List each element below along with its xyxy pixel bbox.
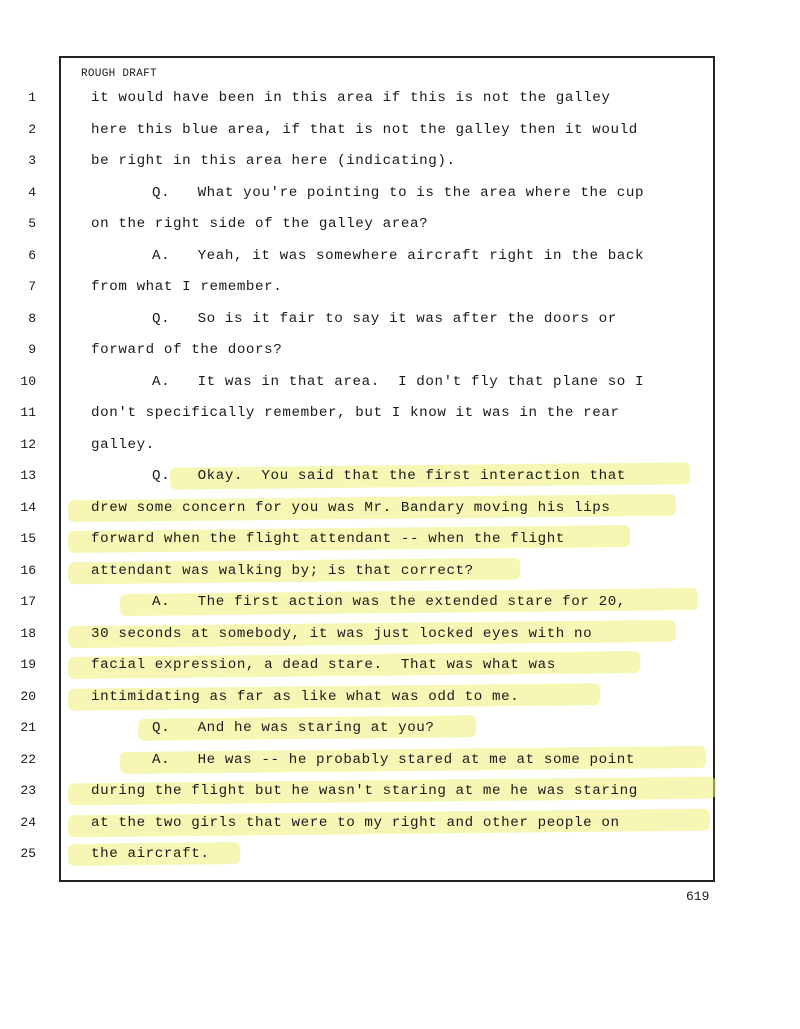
line-number: 3 [28,153,36,168]
transcript-line: on the right side of the galley area? [91,216,429,232]
line-number: 15 [20,531,36,546]
line-number: 2 [28,121,36,137]
transcript-line: it would have been in this area if this is not the galley [91,90,611,106]
transcript-line: be right in this area here (indicating). [91,153,456,169]
line-number: 23 [20,783,36,798]
transcript-line: during the flight but he wasn't staring at me he was staring [91,783,638,799]
transcript-line: 30 seconds at somebody, it was just locked eyes with no [91,625,593,642]
line-number: 24 [20,814,36,830]
transcript-line: A. The first action was the extended stare for 20, [152,594,626,610]
transcript-line: galley. [91,436,155,453]
transcript-line: intimidating as far as like what was odd to me. [91,688,520,705]
transcript-line: Q. What you're pointing to is the area where the cup [152,184,645,201]
transcript-line: here this blue area, if that is not the galley then it would [91,121,638,138]
line-number: 11 [20,405,36,420]
transcript-line: Q. And he was staring at you? [152,720,435,736]
line-number: 1 [28,90,36,105]
transcript-line: at the two girls that were to my right and other people on [91,814,620,831]
line-number: 14 [20,499,36,515]
transcript-line: forward of the doors? [91,342,283,358]
line-number: 6 [28,247,36,263]
line-number: 22 [20,751,36,767]
transcript-line: facial expression, a dead stare. That was what was [91,657,556,673]
line-number: 13 [20,468,36,483]
transcript-line: Q. So is it fair to say it was after the doors or [152,310,617,327]
page-number: 619 [686,889,710,904]
line-number: 18 [20,625,36,641]
transcript-line: A. He was -- he probably stared at me at some point [152,751,636,768]
transcript-line: from what I remember. [91,279,283,295]
line-number: 9 [28,342,36,357]
line-number: 4 [28,184,36,200]
transcript-line: forward when the flight attendant -- when the flight [91,531,565,547]
line-number: 17 [20,594,36,609]
line-number: 19 [20,657,36,672]
line-number: 16 [20,562,36,578]
line-number: 5 [28,216,36,231]
line-number: 20 [20,688,36,704]
transcript-line: the aircraft. [91,846,210,862]
line-number: 7 [28,279,36,294]
transcript-line: drew some concern for you was Mr. Bandary moving his lips [91,499,611,516]
transcript-line: A. Yeah, it was somewhere aircraft right in the back [152,247,645,264]
line-number: 10 [20,373,36,389]
line-number: 21 [20,720,36,735]
line-number: 25 [20,846,36,861]
transcript-line: Q. Okay. You said that the first interaction that [152,468,626,484]
transcript-line: don't specifically remember, but I know it was in the rear [91,405,620,421]
rough-draft-header: ROUGH DRAFT [81,68,157,80]
transcript-line: attendant was walking by; is that correct? [91,562,474,579]
line-number: 8 [28,310,36,326]
line-number: 12 [20,436,36,452]
transcript-line: A. It was in that area. I don't fly that plane so I [152,373,645,390]
